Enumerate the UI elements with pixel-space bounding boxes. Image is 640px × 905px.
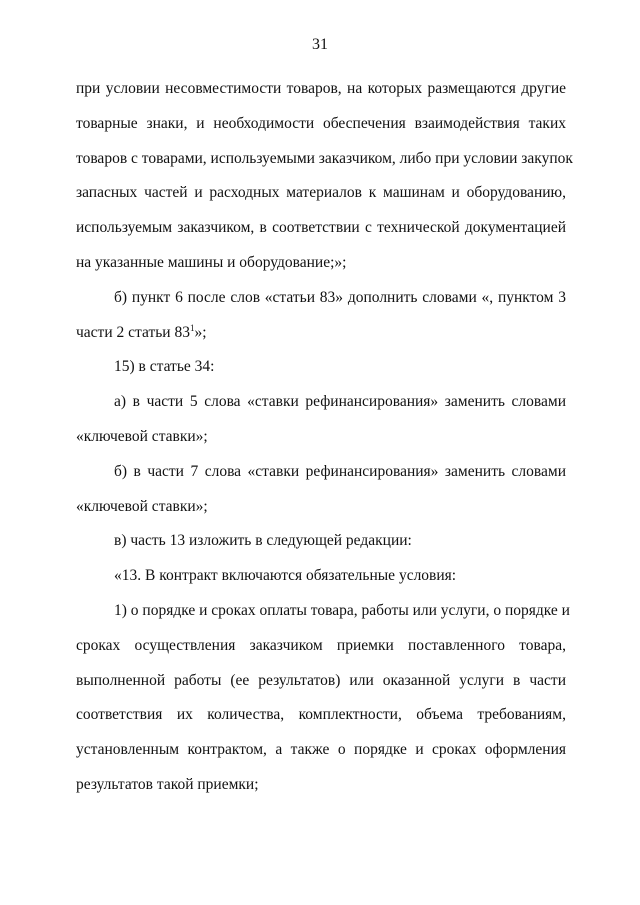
text-line: а) в части 5 слова «ставки рефинансирования» заменить словами (114, 393, 566, 411)
text-line: б) в части 7 слова «ставки рефинансирования» заменить словами (114, 462, 566, 480)
text-line: товаров с товарами, используемыми заказчиком, либо при условии закупок (76, 149, 573, 167)
text-line: используемым заказчиком, в соответствии с технической документацией (76, 219, 566, 237)
text-line: запасных частей и расходных материалов к машинам и оборудованию, (76, 184, 566, 202)
text-line: «ключевой ставки»; (76, 497, 208, 515)
page-number: 31 (312, 36, 328, 53)
text-line: на указанные машины и оборудование;»; (76, 253, 347, 271)
text-line: б) пункт 6 после слов «статьи 83» дополнить словами «, пунктом 3 (114, 288, 566, 306)
text-fragment: »; (194, 323, 207, 341)
text-line: сроках осуществления заказчиком приемки поставленного товара, (76, 636, 566, 654)
text-line: в) часть 13 изложить в следующей редакции: (114, 532, 412, 550)
text-fragment: части 2 статьи 83 (76, 323, 190, 341)
document-body (76, 72, 573, 803)
text-line: соответствия их количества, комплектности, объема требованиям, (76, 706, 566, 724)
text-line: 15) в статье 34: (114, 358, 215, 376)
text-line: «13. В контракт включаются обязательные условия: (114, 567, 457, 585)
text-line: «ключевой ставки»; (76, 427, 208, 445)
text-line (76, 316, 566, 351)
text-line: установленным контрактом, а также о порядке и сроках оформления (76, 741, 566, 759)
superscript: 1 (189, 322, 195, 333)
text-line: при условии несовместимости товаров, на которых размещаются другие (76, 80, 566, 97)
text-line: результатов такой приемки; (76, 775, 259, 793)
text-line: товарные знаки, и необходимости обеспечения взаимодействия таких (76, 114, 566, 132)
text-line: выполненной работы (ее результатов) или оказанной услуги в части (76, 671, 566, 689)
text-line: 1) о порядке и сроках оплаты товара, работы или услуги, о порядке и (114, 601, 570, 619)
